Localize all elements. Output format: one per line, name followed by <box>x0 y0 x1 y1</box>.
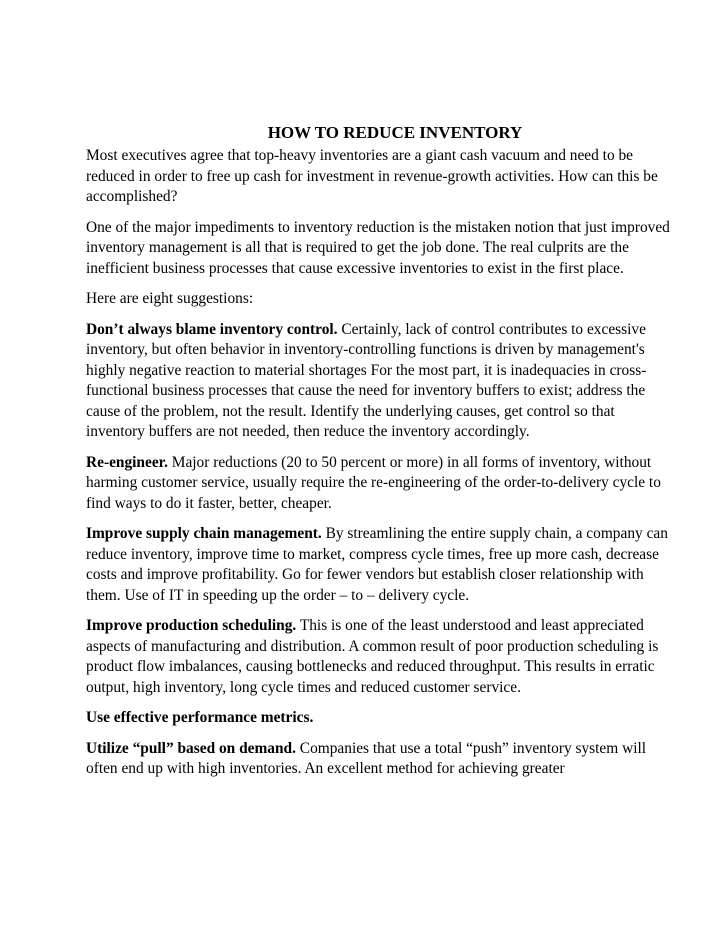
suggestion-paragraph-1 <box>86 320 676 443</box>
suggestion-heading-3: Improve supply chain management. <box>86 525 322 542</box>
suggestion-paragraph-4 <box>86 616 676 698</box>
suggestion-paragraph-3 <box>86 524 676 606</box>
intro-paragraph-1: Most executives agree that top-heavy inventories are a giant cash vacuum and need to be reduced in order to free up cash for investment in revenue-growth activities. How can this be accomplished? <box>86 147 658 205</box>
suggestion-heading-6: Utilize “pull” based on demand. <box>86 739 296 757</box>
suggestion-body-3: By streamlining the entire supply chain, a company can reduce inventory, improve time to market, compress cycle times, free up more cash, decrease costs and improve profitability. Go for fewer vendors but establish closer relationship with them. Use of IT in speeding up the order – to – delivery cycle. <box>86 525 668 604</box>
suggestion-body-4: This is one of the least understood and least appreciated aspects of manufacturing and distribution. A common result of poor production scheduling is product flow imbalances, causing bottlenecks and reduced throughput. This results in erratic output, high inventory, long cycle times and reduced customer service. <box>86 617 659 696</box>
suggestion-paragraph-2 <box>86 453 676 515</box>
suggestion-body-6: Companies that use a total “push” inventory system will often end up with high inventories. An excellent method for achieving greater <box>86 739 647 777</box>
intro-paragraph-3: Here are eight suggestions: <box>86 290 254 307</box>
document-page <box>86 122 676 790</box>
intro-paragraph-2: One of the major impediments to inventory reduction is the mistaken notion that just improved inventory management is all that is required to get the job done. The real culprits are the inefficient business processes that cause excessive inventories to exist in the first place. <box>86 218 670 277</box>
suggestion-paragraph-6 <box>86 739 676 780</box>
suggestion-heading-4: Improve production scheduling. <box>86 617 297 634</box>
suggestion-heading-2: Re-engineer. <box>86 453 168 471</box>
suggestion-body-2: Major reductions (20 to 50 percent or more) in all forms of inventory, without harming customer service, usually require the re-engineering of the order-to-delivery cycle to find ways to do it faster, better, cheaper. <box>86 453 661 512</box>
suggestion-paragraph-5 <box>86 708 676 729</box>
document-title: HOW TO REDUCE INVENTORY <box>267 123 523 142</box>
suggestion-heading-5: Use effective performance metrics. <box>86 709 314 726</box>
suggestion-heading-1: Don’t always blame inventory control. <box>86 320 338 338</box>
suggestion-body-1: Certainly, lack of control contributes to excessive inventory, but often behavior in inventory-controlling functions is driven by management's highly negative reaction to material shortages For the most part, it is inadequacies in cross-functional business processes that cause the need for inventory buffers to exist; address the cause of the problem, not the result. Identify the underlying causes, get control so that inventory buffers are not needed, then reduce the inventory accordingly. <box>86 320 647 440</box>
